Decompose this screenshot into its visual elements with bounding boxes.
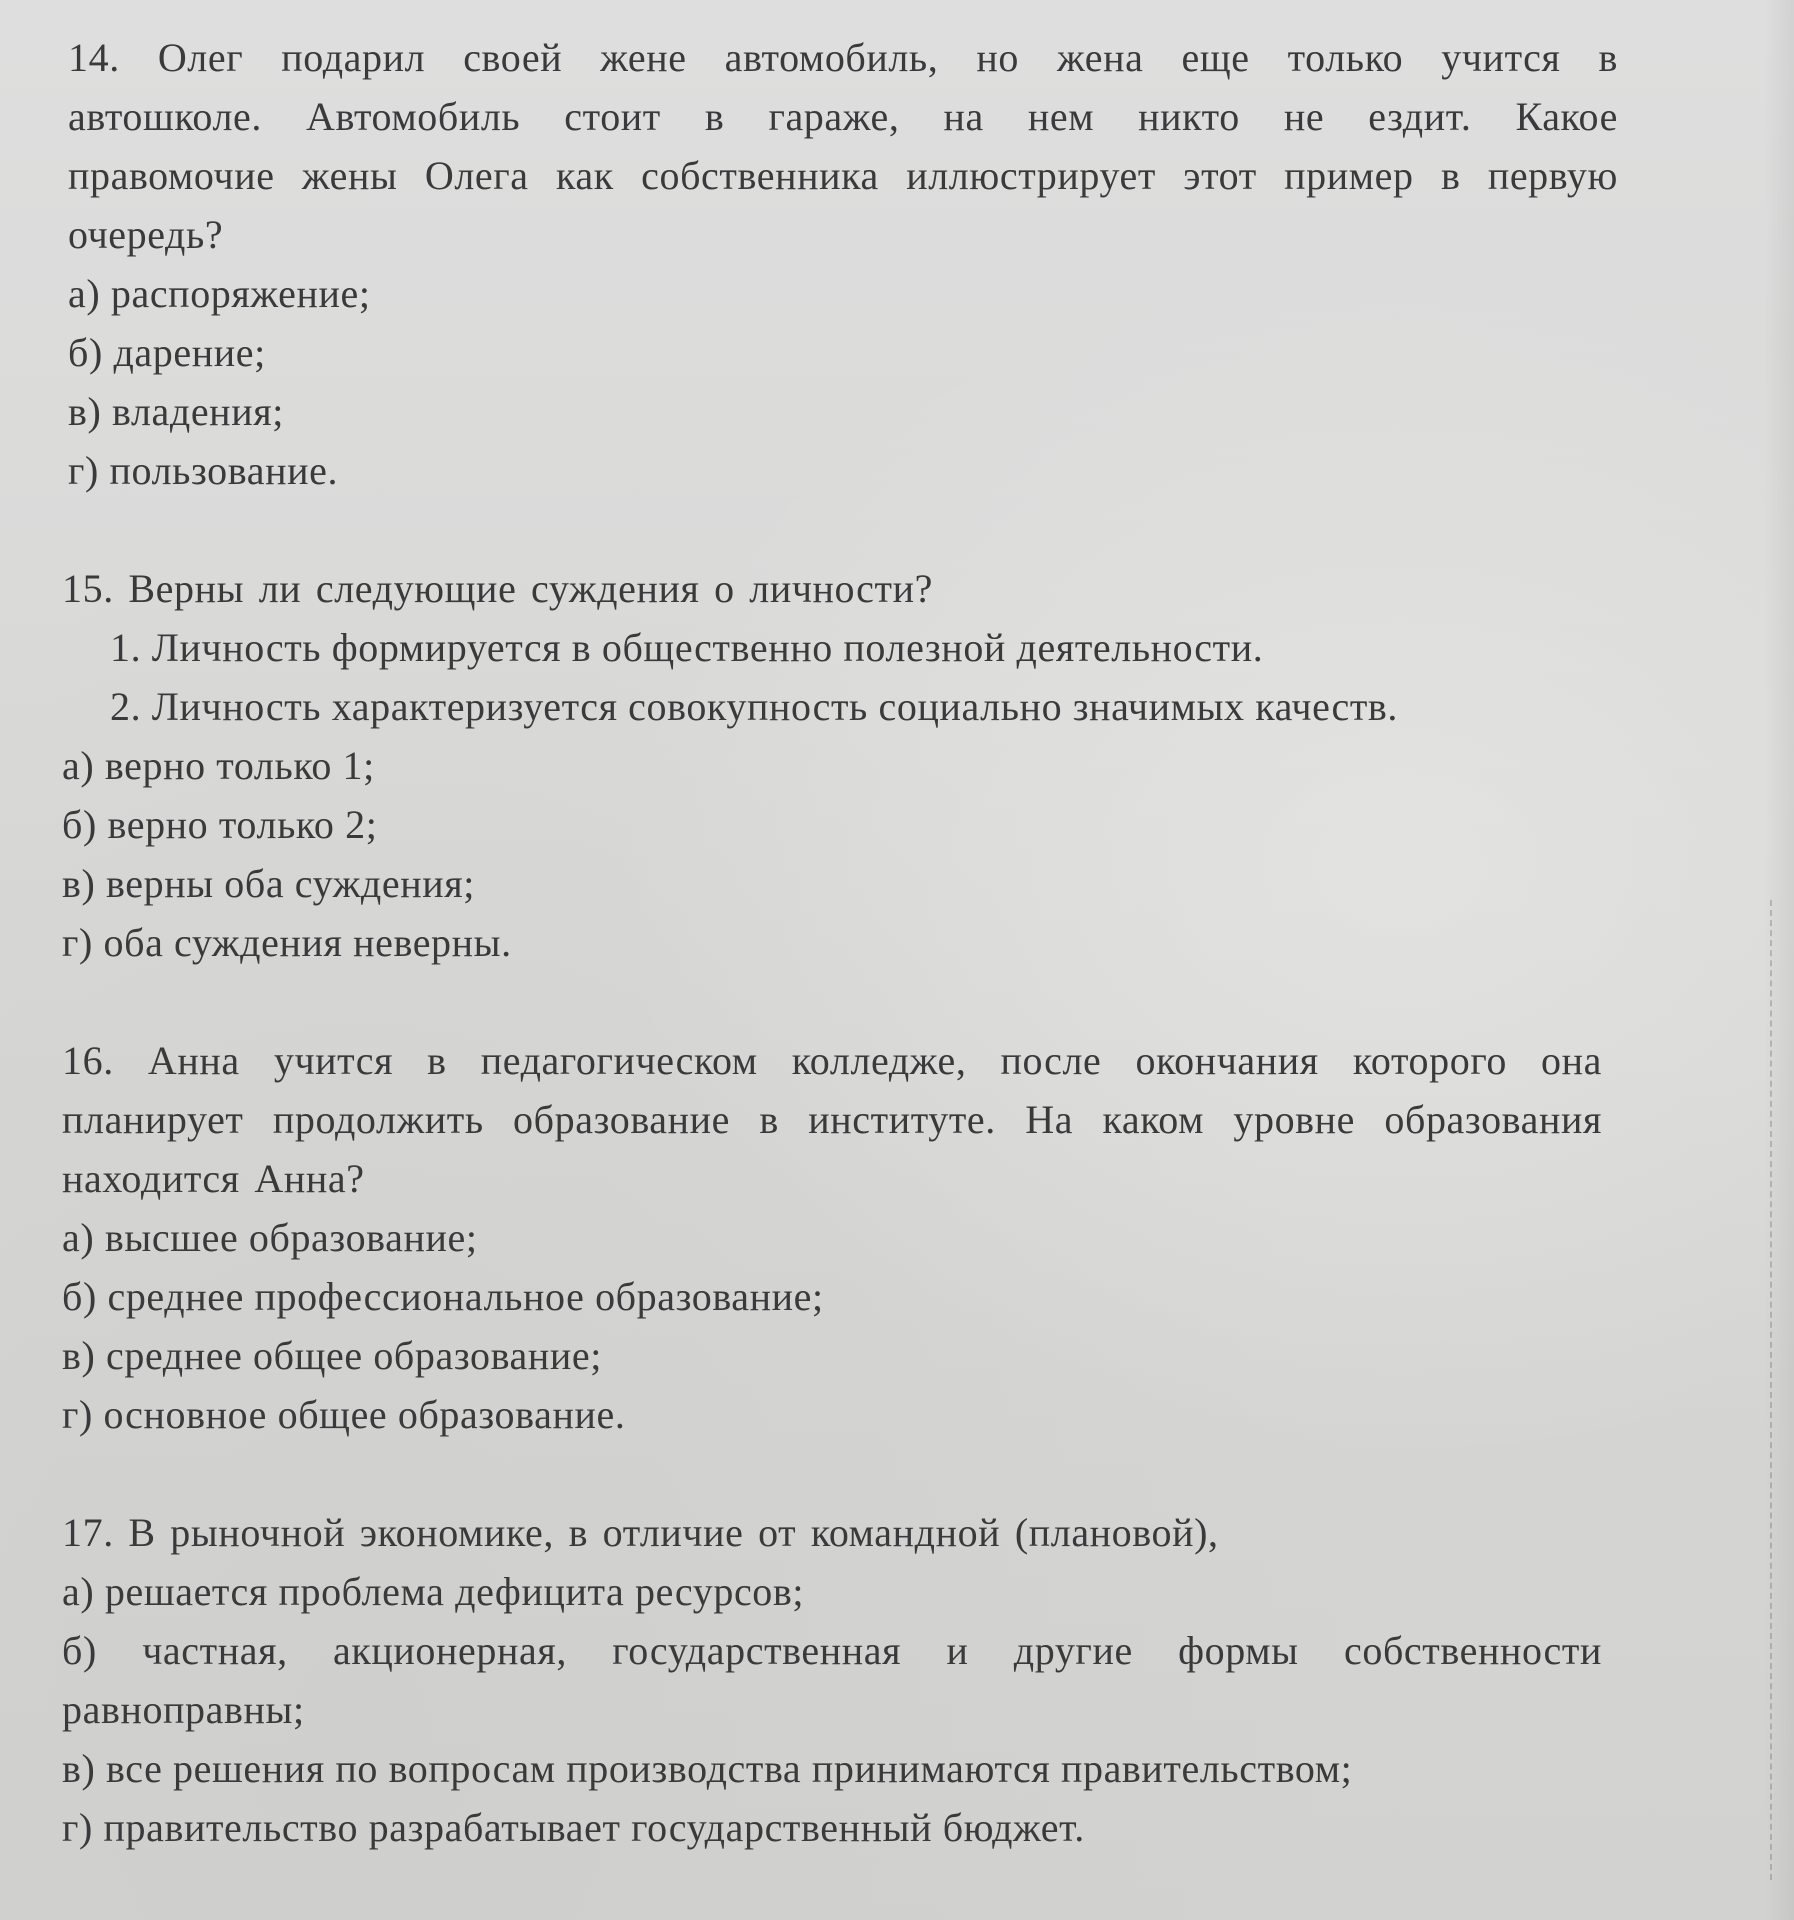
question-14-option-d: г) пользование. [68,448,339,493]
question-15-statement-1: 1. Личность формируется в общественно полезной деятельности. [110,625,1264,670]
question-15-option-a: а) верно только 1; [62,743,375,788]
question-16-option-c: в) среднее общее образование; [62,1333,602,1378]
page-edge-perforation [1768,900,1772,1880]
question-16-option-a: а) высшее образование; [62,1215,478,1260]
question-17-text: 17. В рыночной экономике, в отличие от командной (плановой), [62,1510,1219,1555]
question-15-option-d: г) оба суждения неверны. [62,920,512,965]
question-15-statement-2: 2. Личность характеризуется совокупность социально значимых качеств. [110,684,1399,729]
question-16-option-b: б) среднее профессиональное образование; [62,1274,824,1319]
question-16-option-d: г) основное общее образование. [62,1392,626,1437]
question-17 [62,1503,1602,1857]
question-14-option-a: а) распоряжение; [68,271,371,316]
question-15-option-b: б) верно только 2; [62,802,378,847]
question-17-option-c: в) все решения по вопросам производства принимаются правительством; [62,1746,1353,1791]
question-17-option-d: г) правительство разрабатывает государственный бюджет. [62,1805,1085,1850]
question-14-text: 14. Олег подарил своей жене автомобиль, но жена еще только учится в автошколе. Автомобиль стоит в гараже, на нем никто не ездит. Какое правомочие жены Олега как собственника иллюстрирует этот пример в первую очередь? [68,35,1618,257]
question-15 [62,559,1612,972]
question-14 [68,28,1618,500]
question-15-option-c: в) верны оба суждения; [62,861,475,906]
question-15-text: 15. Верны ли следующие суждения о личности? [62,566,933,611]
question-16-text: 16. Анна учится в педагогическом колледже, после окончания которого она планирует продолжить образование в институте. На каком уровне образования находится Анна? [62,1038,1602,1201]
question-14-option-c: в) владения; [68,389,284,434]
test-questions [62,28,1622,1916]
question-16 [62,1031,1602,1444]
question-14-option-b: б) дарение; [68,330,266,375]
question-17-option-b: б) частная, акционерная, государственная и другие формы собственности равноправны; [62,1628,1602,1732]
question-17-option-a: а) решается проблема дефицита ресурсов; [62,1569,805,1614]
